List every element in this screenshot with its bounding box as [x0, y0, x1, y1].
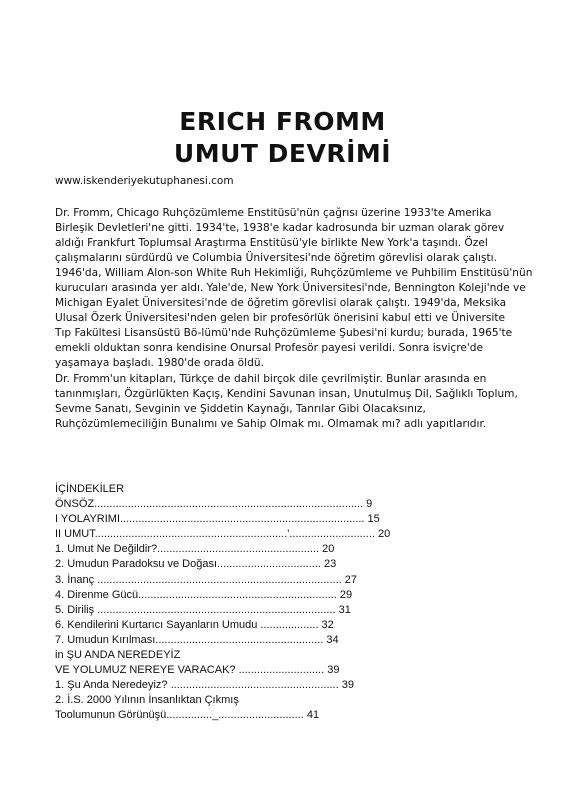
bio-line: emekli olduktan sonra kendisine Onursal Profesör payesi verildi. Sonra isviçre'de — [55, 342, 484, 355]
toc-entry: 7. Umudun Kırılması....................................................... 34 — [55, 633, 339, 646]
bio-line: Ruhçözümlemeciliğin Bunalımı ve Sahip Olmak mı. Olmamak mı? adlı yapıtlarıdır. — [55, 417, 487, 430]
author-biography — [55, 206, 533, 432]
bio-line: Michigan Eyalet Üniversitesi'nde de öğretim görevlisi olarak çalıştı. 1949'da, Meksika — [55, 297, 507, 310]
toc-entry: 5. Diriliş .............................................................................. 31 — [55, 603, 351, 616]
toc-entry: I YOLAYRIMI................................................................................ 15 — [55, 513, 380, 526]
bio-line: kurucuları arasında yer aldı. Yale'de, New York Üniversitesi'nde, Bennington Koleji'nde ve — [55, 282, 526, 295]
toc-entry: 3. İnanç ................................................................................ 27 — [55, 573, 357, 586]
bio-line: tanınmışları, Özgürlükten Kaçış, Kendini Savunan insan, Unutulmuş Dil, Sağlıklı Toplum, — [55, 387, 518, 400]
bio-line: çalışmalarını sürdürdü ve Columbia Üniversitesi'nde öğretim görevlisi olarak çalıştı. — [55, 252, 497, 265]
bio-line: 1946'da, William Alon-son White Ruh Hekimliği, Ruhçözümleme ve Puhbilim Enstitüsü'nün — [55, 267, 533, 280]
book-title: UMUT DEVRİMİ — [173, 139, 392, 168]
toc-entry: 4. Direnme Gücü................................................................. 29 — [55, 588, 353, 601]
bio-line: Dr. Fromm'un kitapları, Türkçe de dahil birçok dile çevrilmiştir. Bunlar arasında en — [55, 372, 487, 385]
toc-entry: 6. Kendilerini Kurtarıcı Sayanların Umudu ................... 32 — [55, 618, 334, 631]
website-url[interactable]: www.iskenderiyekutuphanesi.com — [55, 175, 234, 187]
bio-line: Birleşik Devletleri'ne gitti. 1934'te, 1938'e kadar kadrosunda bir uzman olarak görev — [55, 222, 505, 235]
toc-entry: in ŞU ANDA NEREDEYİZ — [55, 649, 181, 662]
author-name: ERICH FROMM — [179, 107, 386, 136]
toc-entry: II UMUT...............................................................'............................ 20 — [55, 528, 391, 541]
bio-line: Sevme Sanatı, Sevginin ve Şiddetin Kaynağı, Tanrılar Gibi Olacaksınız, — [55, 402, 426, 415]
toc-entry: 2. Umudun Paradoksu ve Doğası.................................. 23 — [55, 558, 337, 571]
toc-entry: Toolumunun Görünüşü..............._............................ 41 — [55, 709, 320, 722]
toc-entry: VE YOLUMUZ NEREYE VARACAK? ............................ 39 — [55, 664, 340, 677]
bio-line: aldığı Frankfurt Toplumsal Araştırma Enstitüsü'yle birlikte New York'a taşındı. Özel — [55, 237, 488, 250]
bio-line: Dr. Fromm, Chicago Ruhçözümleme Enstitüsü'nün çağrısı üzerine 1933'te Amerika — [55, 207, 492, 219]
toc-entry: 1. Umut Ne Değildir?..................................................... 20 — [55, 543, 335, 556]
table-of-contents — [55, 482, 515, 724]
toc-entry: 2. İ.S. 2000 Yılının İnsanlıktan Çıkmış — [55, 694, 239, 707]
bio-line: Tıp Fakültesi Lisansüstü Bö-lümü'nde Ruhçözümleme Şubesi'ni kurdu; burada, 1965'te — [55, 327, 513, 340]
toc-entry: ÖNSÖZ........................................................................................ 9 — [55, 498, 373, 511]
bio-line: Ulusal Özerk Üniversitesi'nden gelen bir profesörlük önerisini kabul etti ve Üniversite — [55, 312, 506, 325]
toc-entry: 1. Şu Anda Neredeyiz? ....................................................... 39 — [55, 679, 354, 692]
toc-heading: İÇİNDEKİLER — [55, 483, 125, 495]
bio-line: yaşamaya başladı. 1980'de orada öldü. — [55, 357, 264, 370]
